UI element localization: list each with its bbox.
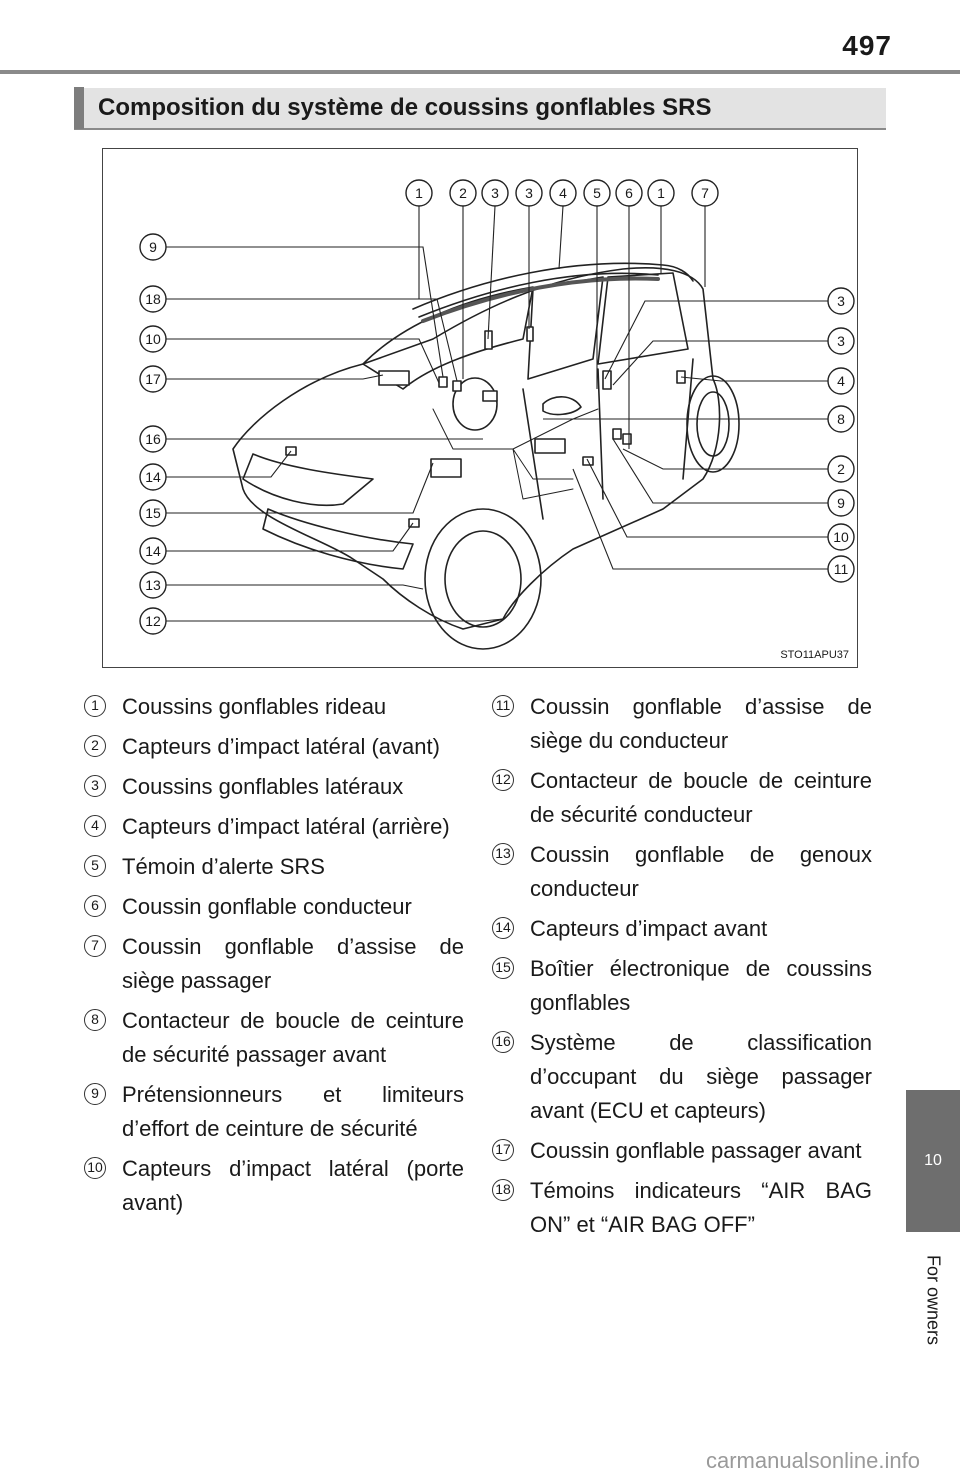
- callout-label: 2: [459, 185, 467, 201]
- car-illustration: [103, 149, 858, 668]
- callout-left-14: [140, 464, 166, 490]
- leader-line: [488, 206, 495, 339]
- chapter-tab: [906, 1090, 960, 1232]
- legend-text: Coussin gonflable conducteur: [122, 894, 412, 919]
- callout-left-10: [140, 326, 166, 352]
- legend-item: [492, 690, 872, 758]
- legend-number-badge: 2: [84, 735, 106, 757]
- legend-text: Contacteur de boucle de ceinture de sécurité conducteur: [530, 768, 872, 827]
- callout-top-3: [482, 180, 508, 206]
- chapter-number: 10: [924, 1152, 942, 1169]
- leader-line: [166, 375, 383, 379]
- figure-code: STO11APU37: [780, 649, 849, 661]
- legend-number-badge: 6: [84, 895, 106, 917]
- legend-item: [492, 1174, 872, 1242]
- watermark: carmanualsonline.info: [705, 1448, 920, 1473]
- legend-item: [84, 770, 464, 804]
- callout-label: 10: [833, 529, 849, 545]
- leader-line: [166, 619, 503, 621]
- legend-number-badge: 9: [84, 1083, 106, 1105]
- callout-top-3: [516, 180, 542, 206]
- legend-item: [84, 690, 464, 724]
- legend-item: [84, 850, 464, 884]
- legend-text: Témoin d’alerte SRS: [122, 854, 325, 879]
- legend-number-badge: 11: [492, 695, 514, 717]
- callout-label: 15: [145, 505, 161, 521]
- legend-text: Coussin gonflable de genoux conducteur: [530, 842, 872, 901]
- callout-left-17: [140, 366, 166, 392]
- leader-line: [166, 451, 291, 477]
- legend-text: Coussins gonflables rideau: [122, 694, 387, 719]
- leader-line: [573, 469, 828, 569]
- legend-text: Coussin gonflable d’assise de siège du conducteur: [530, 694, 872, 753]
- leader-line: [166, 247, 443, 377]
- callout-top-1: [406, 180, 432, 206]
- callout-left-13: [140, 572, 166, 598]
- legend-text: Système de classification d’occupant du siège passager avant (ECU et capteurs): [530, 1030, 872, 1123]
- callout-right-9: [828, 490, 854, 516]
- callout-top-2: [450, 180, 476, 206]
- legend-number-badge: 13: [492, 843, 514, 865]
- callout-label: 9: [149, 239, 157, 255]
- callout-label: 14: [145, 469, 161, 485]
- legend-number-badge: 10: [84, 1157, 106, 1179]
- callout-label: 8: [837, 411, 845, 427]
- legend-text: Coussin gonflable d’assise de siège passager: [122, 934, 464, 993]
- callout-label: 3: [525, 185, 533, 201]
- legend-number-badge: 12: [492, 769, 514, 791]
- callout-top-1: [648, 180, 674, 206]
- callout-label: 13: [145, 577, 161, 593]
- legend-text: Capteurs d’impact avant: [530, 916, 768, 941]
- callout-top-6: [616, 180, 642, 206]
- callout-label: 1: [415, 185, 423, 201]
- callout-left-15: [140, 500, 166, 526]
- callout-label: 18: [145, 291, 161, 307]
- legend-item: [84, 1152, 464, 1220]
- airbag-diagram: [102, 148, 858, 668]
- callout-label: 11: [833, 561, 849, 577]
- callout-top-5: [584, 180, 610, 206]
- legend-text: Témoins indicateurs “AIR BAG ON” et “AIR BAG OFF”: [530, 1178, 872, 1237]
- legend-left-column: [84, 690, 464, 1226]
- legend-number-badge: 5: [84, 855, 106, 877]
- callout-right-10: [828, 524, 854, 550]
- legend-text: Capteurs d’impact latéral (avant): [122, 734, 440, 759]
- leader-line: [559, 206, 563, 269]
- leader-line: [605, 301, 828, 379]
- chapter-label: [906, 1240, 960, 1360]
- heading-accent-bar: [74, 87, 84, 129]
- callout-label: 7: [701, 185, 709, 201]
- callout-right-3: [828, 328, 854, 354]
- legend-item: [492, 1026, 872, 1128]
- callout-right-11: [828, 556, 854, 582]
- legend-right-column: [492, 690, 872, 1248]
- callout-right-2: [828, 456, 854, 482]
- callout-label: 3: [837, 333, 845, 349]
- legend-number-badge: 18: [492, 1179, 514, 1201]
- header-rule: [0, 70, 960, 74]
- legend-text: Coussins gonflables latéraux: [122, 774, 404, 799]
- section-title: Composition du système de coussins gonflables SRS: [98, 94, 712, 121]
- callout-label: 10: [145, 331, 161, 347]
- legend-text: Contacteur de boucle de ceinture de sécurité passager avant: [122, 1008, 464, 1067]
- callout-right-3: [828, 288, 854, 314]
- page-number: 497: [842, 30, 892, 61]
- callout-top-4: [550, 180, 576, 206]
- legend-number-badge: 8: [84, 1009, 106, 1031]
- callout-left-16: [140, 426, 166, 452]
- legend-item: [84, 730, 464, 764]
- legend-item: [84, 890, 464, 924]
- legend-text: Boîtier électronique de coussins gonflables: [530, 956, 872, 1015]
- legend-number-badge: 7: [84, 935, 106, 957]
- callout-label: 3: [491, 185, 499, 201]
- leader-line: [166, 585, 423, 589]
- leader-line: [166, 463, 433, 513]
- legend-item: [84, 930, 464, 998]
- legend-item: [84, 1004, 464, 1072]
- callout-top-7: [692, 180, 718, 206]
- legend-text: Capteurs d’impact latéral (arrière): [122, 814, 450, 839]
- legend-item: [492, 838, 872, 906]
- legend-number-badge: 15: [492, 957, 514, 979]
- legend-item: [84, 810, 464, 844]
- callout-label: 4: [837, 373, 845, 389]
- legend-text: Prétensionneurs et limiteurs d’effort de ceinture de sécurité: [122, 1082, 464, 1141]
- callout-label: 17: [145, 371, 161, 387]
- callout-label: 3: [837, 293, 845, 309]
- legend-number-badge: 17: [492, 1139, 514, 1161]
- chapter-label-text: For owners: [923, 1254, 944, 1346]
- callout-label: 12: [145, 613, 161, 629]
- callout-left-9: [140, 234, 166, 260]
- legend-item: [492, 1134, 872, 1168]
- legend-item: [84, 1078, 464, 1146]
- legend-text: Coussin gonflable passager avant: [530, 1138, 862, 1163]
- legend-item: [492, 912, 872, 946]
- legend-number-badge: 3: [84, 775, 106, 797]
- legend-number-badge: 4: [84, 815, 106, 837]
- callout-label: 16: [145, 431, 161, 447]
- callout-left-18: [140, 286, 166, 312]
- callout-right-8: [828, 406, 854, 432]
- legend-number-badge: 14: [492, 917, 514, 939]
- callout-label: 1: [657, 185, 665, 201]
- callout-label: 14: [145, 543, 161, 559]
- callout-label: 9: [837, 495, 845, 511]
- legend-item: [492, 952, 872, 1020]
- legend-text: Capteurs d’impact latéral (porte avant): [122, 1156, 464, 1215]
- callout-label: 5: [593, 185, 601, 201]
- callout-label: 2: [837, 461, 845, 477]
- legend-item: [492, 764, 872, 832]
- callout-label: 4: [559, 185, 567, 201]
- callout-right-4: [828, 368, 854, 394]
- section-heading: [74, 88, 886, 130]
- leader-line: [166, 299, 457, 381]
- legend-number-badge: 1: [84, 695, 106, 717]
- callout-left-14: [140, 538, 166, 564]
- callout-left-12: [140, 608, 166, 634]
- callout-label: 6: [625, 185, 633, 201]
- legend-number-badge: 16: [492, 1031, 514, 1053]
